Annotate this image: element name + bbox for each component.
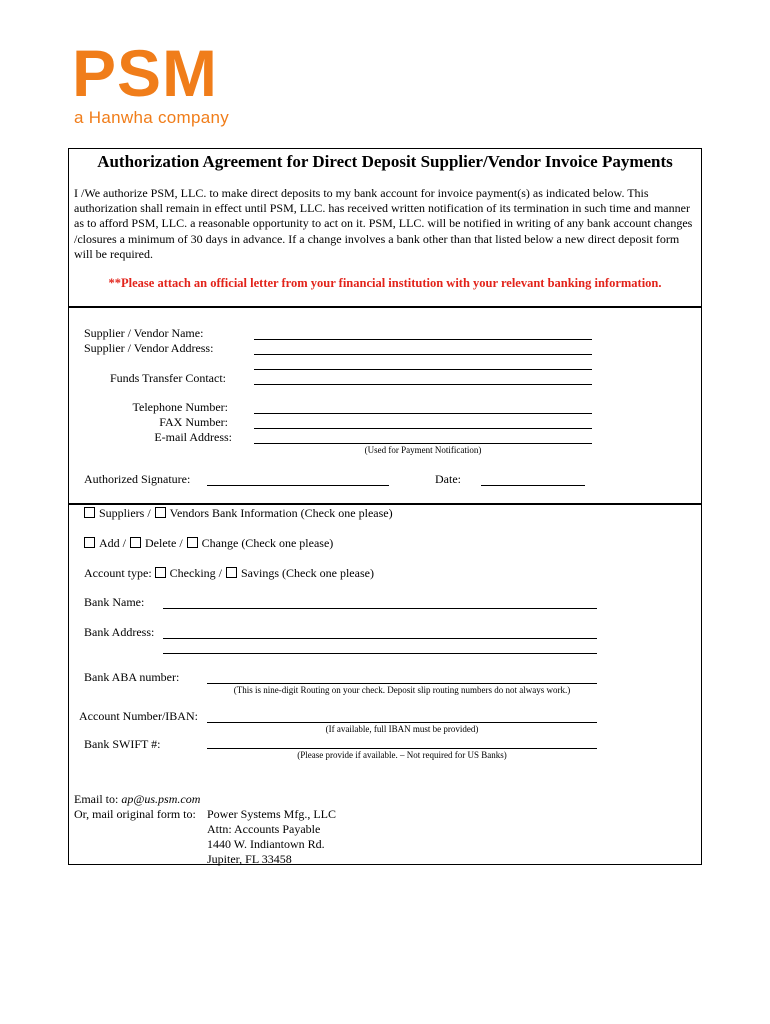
bank-name-field[interactable] [163, 608, 597, 609]
ap-email-link[interactable]: ap@us.psm.com [121, 792, 201, 806]
date-label: Date: [435, 472, 461, 486]
email-prefix: Email to: [74, 792, 119, 806]
logo-brand: PSM [72, 36, 219, 110]
email-field[interactable] [254, 443, 592, 444]
email-instruction [74, 792, 200, 807]
mail-address-line-2: Attn: Accounts Payable [207, 822, 321, 836]
aba-label: Bank ABA number: [84, 670, 180, 684]
supplier-address-label: Supplier / Vendor Address: [84, 341, 214, 355]
telephone-field[interactable] [254, 413, 592, 414]
change-option: Change (Check one please) [201, 536, 334, 550]
fax-label: FAX Number: [159, 415, 228, 429]
swift-label: Bank SWIFT #: [84, 737, 161, 751]
account-type-row [84, 566, 378, 581]
account-number-field[interactable] [207, 722, 597, 723]
divider [68, 503, 702, 505]
aba-note: (This is nine-digit Routing on your check. Deposit slip routing numbers do not always work.) [233, 685, 571, 695]
swift-field[interactable] [207, 748, 597, 749]
mail-address-line-3: 1440 W. Indiantown Rd. [207, 837, 325, 851]
supplier-name-label: Supplier / Vendor Name: [84, 326, 204, 340]
account-type-label: Account type: [84, 566, 152, 580]
savings-checkbox[interactable] [226, 567, 237, 578]
delete-checkbox[interactable] [130, 537, 141, 548]
change-checkbox[interactable] [187, 537, 198, 548]
suppliers-option: Suppliers / [99, 506, 151, 520]
aba-field[interactable] [207, 683, 597, 684]
account-number-label: Account Number/IBAN: [79, 709, 198, 723]
logo-tagline: a Hanwha company [74, 108, 230, 127]
intro-paragraph: I /We authorize PSM, LLC. to make direct deposits to my bank account for invoice payment(s) as indicated below. This authorization shall remain in effect until PSM, LLC. has received written notification of its termination in such time and manner as to afford PSM, LLC. a reasonable opportunity to act on it. PSM, LLC. will be notified in writing of any bank account changes /closures a minimum of 30 days in advance. If a change involves a bank other than that listed below a new direct deposit form will be required. [74, 186, 693, 261]
fax-field[interactable] [254, 428, 592, 429]
delete-option: Delete / [145, 536, 183, 550]
checking-option: Checking / [169, 566, 222, 580]
bank-address-field-2[interactable] [163, 653, 597, 654]
vendors-option: Vendors Bank Information (Check one please) [169, 506, 393, 520]
telephone-label: Telephone Number: [132, 400, 228, 414]
attachment-notice: **Please attach an official letter from your financial institution with your relevant banking information. [108, 276, 662, 290]
supplier-address-field-2[interactable] [254, 369, 592, 370]
date-field[interactable] [481, 485, 585, 486]
funds-contact-label: Funds Transfer Contact: [109, 371, 226, 385]
email-note: (Used for Payment Notification) [364, 445, 482, 455]
supplier-name-field[interactable] [254, 339, 592, 340]
bank-address-field[interactable] [163, 638, 597, 639]
mail-prefix: Or, mail original form to: [74, 807, 196, 821]
email-label: E-mail Address: [154, 430, 232, 444]
add-option: Add / [99, 536, 126, 550]
bank-type-row [84, 506, 397, 521]
action-row [84, 536, 337, 551]
suppliers-checkbox[interactable] [84, 507, 95, 518]
vendors-checkbox[interactable] [155, 507, 166, 518]
signature-field[interactable] [207, 485, 389, 486]
bank-address-label: Bank Address: [84, 625, 155, 639]
mail-address-line-4: Jupiter, FL 33458 [207, 852, 292, 866]
bank-name-label: Bank Name: [84, 595, 145, 609]
form-title: Authorization Agreement for Direct Deposit Supplier/Vendor Invoice Payments [97, 152, 673, 171]
psm-logo [72, 36, 252, 134]
signature-label: Authorized Signature: [84, 472, 191, 486]
checking-checkbox[interactable] [155, 567, 166, 578]
divider [68, 306, 702, 308]
swift-note: (Please provide if available. – Not required for US Banks) [297, 750, 507, 760]
savings-option: Savings (Check one please) [240, 566, 374, 580]
mail-address-line-1: Power Systems Mfg., LLC [207, 807, 336, 821]
funds-contact-field[interactable] [254, 384, 592, 385]
add-checkbox[interactable] [84, 537, 95, 548]
account-note: (If available, full IBAN must be provided) [325, 724, 479, 734]
supplier-address-field[interactable] [254, 354, 592, 355]
